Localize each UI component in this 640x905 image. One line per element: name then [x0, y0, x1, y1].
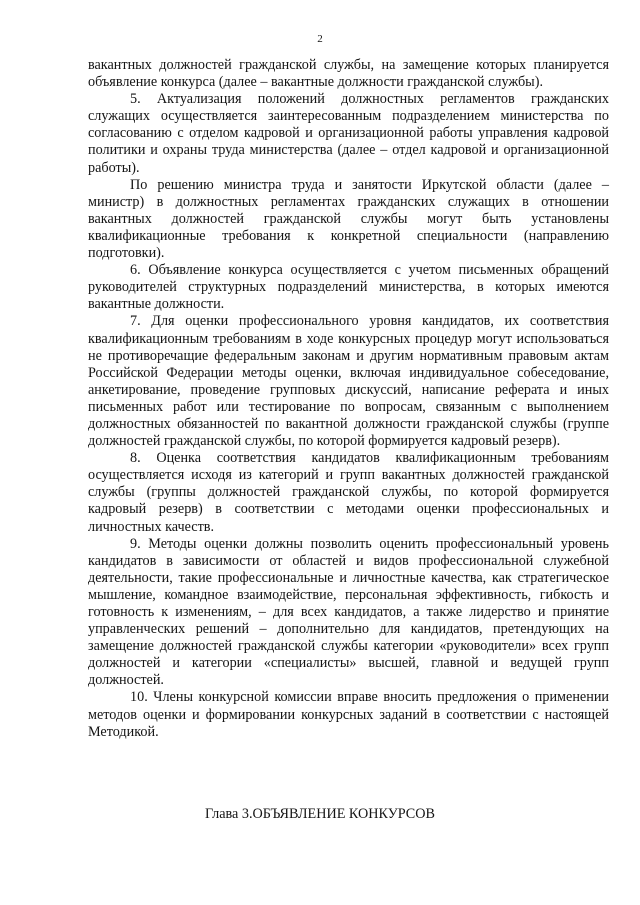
paragraph-9: 9. Методы оценки должны позволить оценить профессиональный уровень кандидатов в зависимости от областей и видов профессиональной служебной деятельности, такие профессиональные и личностные качества, как стратегическое мышление, командное взаимодействие, персональная эффективность, гибкость и готовность к изменениям, – для всех кандидатов, а также лидерство и принятие управленческих решений – дополнительно для кандидатов, претендующих на замещение должностей гражданской службы категории «руководители» всех групп должностей и категории «специалисты» высшей, главной и ведущей групп должностей.: [88, 535, 609, 689]
document-body: [88, 57, 609, 741]
paragraph-minister-decision: По решению министра труда и занятости Иркутской области (далее – министр) в должностных регламентах гражданских служащих в отношении вакантных должностей гражданской службы могут быть установлены квалификационные требования к конкретной специальности (направлению подготовки).: [88, 176, 609, 262]
paragraph-continuation: вакантных должностей гражданской службы, на замещение которых планируется объявление конкурса (далее – вакантные должности гражданской службы).: [88, 57, 609, 91]
paragraph-7: 7. Для оценки профессионального уровня кандидатов, их соответствия квалификационным требованиям в ходе конкурсных процедур могут использоваться не противоречащие федеральным законам и другим нормативным правовым актам Российской Федерации методы оценки, включая индивидуальное собеседование, анкетирование, проведение групповых дискуссий, написание реферата и иных письменных работ или тестирование по вопросам, связанным с выполнением должностных обязанностей по вакантной должности гражданской службы (группе должностей гражданской службы, по которой формируется кадровый резерв).: [88, 313, 609, 450]
page-number: 2: [317, 33, 323, 45]
paragraph-5: 5. Актуализация положений должностных регламентов гражданских служащих осуществляется заинтересованным подразделением министерства по согласованию с отделом кадровой и организационной работы управления кадровой политики и охраны труда министерства (далее – отдел кадровой и организационной работы).: [88, 91, 609, 176]
paragraph-8: 8. Оценка соответствия кандидатов квалификационным требованиям осуществляется исходя из категорий и групп вакантных должностей гражданской службы (группы должностей гражданской службы, по которой формируется кадровый резерв) в соответствии с методами оценки профессиональных и личностных качеств.: [88, 450, 609, 535]
paragraph-10: 10. Члены конкурсной комиссии вправе вносить предложения о применении методов оценки и формировании конкурсных заданий в соответствии с настоящей Методикой.: [88, 689, 609, 740]
chapter-heading: Глава 3.ОБЪЯВЛЕНИЕ КОНКУРСОВ: [205, 806, 435, 822]
paragraph-6: 6. Объявление конкурса осуществляется с учетом письменных обращений руководителей структурных подразделений министерства, в которых имеются вакантные должности.: [88, 262, 609, 313]
